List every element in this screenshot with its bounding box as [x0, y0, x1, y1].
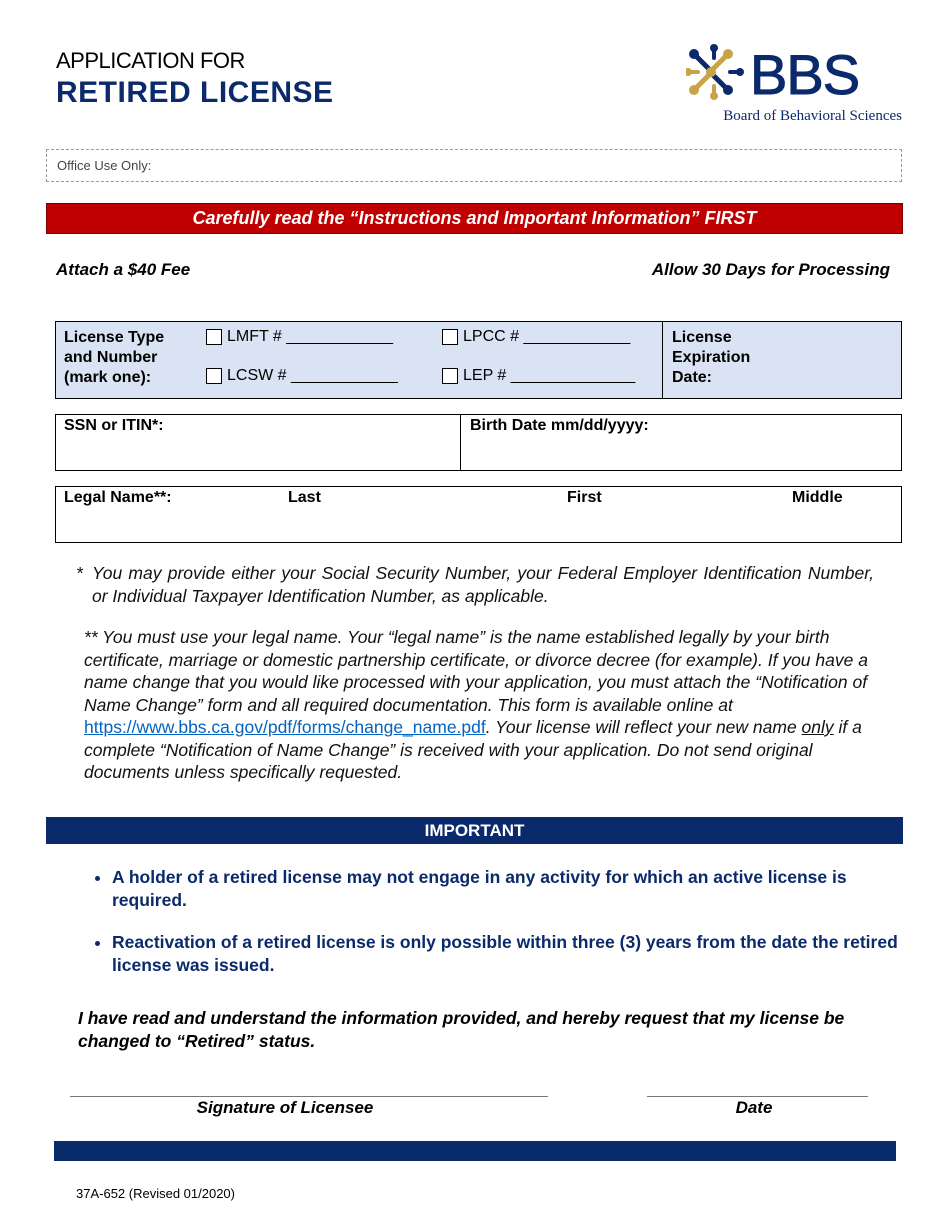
lcsw-checkbox[interactable]	[206, 368, 222, 384]
lep-checkbox[interactable]	[442, 368, 458, 384]
attestation-statement: I have read and understand the information provided, and hereby request that my license be changed to “Retired” status.	[78, 1008, 845, 1051]
office-use-box	[46, 149, 902, 182]
date-line[interactable]	[647, 1096, 868, 1097]
list-item: • A holder of a retired license may not engage in any activity for which an active license is required.	[112, 866, 898, 912]
office-use-label: Office Use Only:	[57, 158, 152, 173]
first-name-field[interactable]: First	[567, 489, 602, 506]
last-name-field[interactable]: Last	[288, 489, 321, 506]
lcsw-label: LCSW # ____________	[227, 367, 398, 384]
license-divider	[662, 321, 663, 399]
license-type-label	[64, 328, 189, 388]
lpcc-checkbox[interactable]	[442, 329, 458, 345]
form-number: 37A-652 (Revised 01/2020)	[76, 1186, 235, 1201]
instructions-banner: Carefully read the “Instructions and Important Information” FIRST	[46, 203, 903, 234]
important-list	[78, 866, 898, 996]
logo-subtitle: Board of Behavioral Sciences	[723, 108, 902, 124]
legal-name-label: Legal Name**:	[64, 489, 172, 506]
fee-notice: Attach a $40 Fee	[56, 260, 191, 279]
license-option-lcsw[interactable]	[206, 367, 398, 385]
license-option-lmft[interactable]	[206, 328, 393, 346]
license-expiration-field[interactable]	[672, 328, 750, 388]
list-item: • Reactivation of a retired license is only possible within three (3) years from the date the retired license was issued.	[112, 931, 898, 977]
ssn-footnote-text: You may provide either your Social Security Number, your Federal Employer Identification Number, or Individual Taxpayer Identification Number, as applicable.	[92, 563, 874, 606]
expiration-label-line: Expiration	[672, 349, 751, 366]
title-prefix: APPLICATION FOR	[56, 48, 245, 73]
signature-label: Signature of Licensee	[196, 1098, 374, 1117]
legal-name-note-part3: if a complete “Notification of Name Change” is received with your application. Do not send original documents unless specifically requested.	[84, 717, 862, 782]
footnote-marker: *	[76, 563, 83, 583]
legal-name-note-part1: ** You must use your legal name. Your “legal name” is the name established legally by your birth certificate, marriage or domestic partnership certificate, or divorce decree (for example). If you have a name change that you would like processed with your application, you must attach the “Notification of Name Change” form and all required documentation. This form is available online at	[84, 627, 868, 715]
lmft-checkbox[interactable]	[206, 329, 222, 345]
legal-name-footnote	[84, 626, 874, 784]
license-label-line: License Type	[64, 329, 165, 346]
lpcc-label: LPCC # ____________	[463, 328, 631, 345]
page-title: RETIRED LICENSE	[56, 76, 334, 109]
date-label: Date	[735, 1098, 773, 1117]
license-label-line: (mark one):	[64, 369, 152, 386]
important-banner: IMPORTANT	[46, 817, 903, 844]
expiration-label-line: License	[672, 329, 732, 346]
footer-bar	[54, 1141, 896, 1161]
legal-name-note-only: only	[801, 717, 834, 737]
middle-name-field[interactable]: Middle	[792, 489, 843, 506]
legal-name-note-part2: . Your license will reflect your new name	[485, 717, 802, 737]
expiration-label-line: Date:	[672, 369, 713, 386]
processing-notice: Allow 30 Days for Processing	[651, 260, 890, 279]
legal-name-row	[55, 486, 902, 543]
ssn-field[interactable]: SSN or ITIN*:	[64, 417, 164, 434]
lep-label: LEP # ______________	[463, 367, 636, 384]
signature-line[interactable]	[70, 1096, 548, 1097]
license-label-line: and Number	[64, 349, 158, 366]
license-option-lpcc[interactable]	[442, 328, 630, 346]
birth-date-field[interactable]: Birth Date mm/dd/yyyy:	[470, 417, 649, 434]
ssn-footnote	[76, 562, 874, 607]
license-option-lep[interactable]	[442, 367, 635, 385]
change-name-form-link[interactable]: https://www.bbs.ca.gov/pdf/forms/change_name.pdf	[84, 717, 486, 737]
ssn-divider	[460, 414, 461, 471]
logo-letters: BBS	[750, 44, 860, 106]
lmft-label: LMFT # ____________	[227, 328, 394, 345]
molecule-icon	[686, 44, 744, 100]
